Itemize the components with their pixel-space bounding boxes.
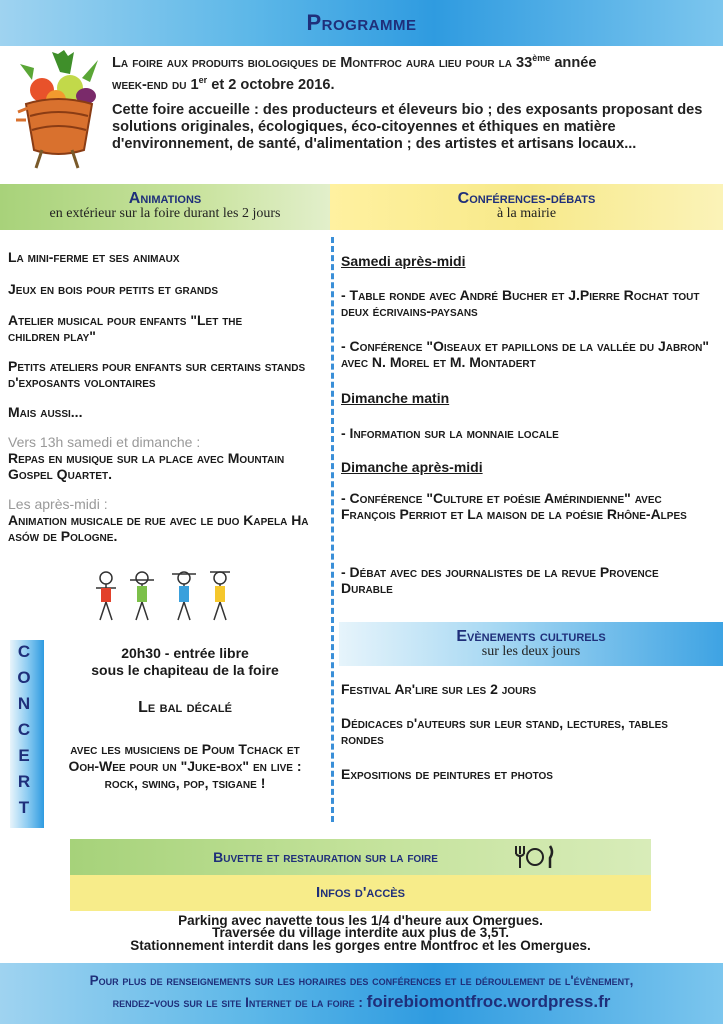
concert-vertical-bar [10,640,44,828]
concert-letter: N [17,694,31,713]
title-bar [0,0,723,46]
animations-header [0,184,330,230]
infos-title: Infos d'accès [316,884,405,901]
animations-subtitle: en extérieur sur la foire durant les 2 jours [49,206,281,221]
concert-place: sous le chapiteau de la foire [91,662,279,678]
animation-item: Animation musicale de rue avec le duo Kapela Ha asów de Pologne. [8,512,309,544]
animation-item: Petits ateliers pour enfants sur certains stands d'exposants volontaires [8,358,306,390]
concert-letter: O [17,668,31,687]
events-title: Evènements culturels [456,628,606,645]
column-divider [331,237,334,822]
animations-title: Animations [128,190,202,207]
footer-line2: rendez-vous sur le site Internet de la foire : [112,995,367,1010]
animation-item: Jeux en bois pour petits et grands [8,281,219,297]
events-header [339,622,723,666]
conference-item: - Débat avec des journalistes de la revue Provence Durable [341,564,659,596]
concert-description: avec les musiciens de Poum Tchack et Ooh-Wee pour un "Juke-box" en live : rock, swing, pop, tsigane ! [68,741,302,791]
conference-day: Dimanche après-midi [341,459,483,475]
animation-item: Repas en musique sur la place avec Mountain Gospel Quartet. [8,450,285,482]
concert-time: 20h30 - entrée libre [121,645,249,661]
parking-line: Parking avec navette tous les 1/4 d'heure aux Omergues. [178,913,543,928]
event-item: Festival Ar'lire sur les 2 jours [341,681,537,697]
event-item: Expositions de peintures et photos [341,766,553,782]
children-illustration [92,568,238,626]
concert-name: Le bal décalé [138,699,232,716]
conferences-title: Conférences-débats [457,190,596,207]
buvette-text: Buvette et restauration sur la foire [213,849,438,865]
conference-item: - Conférence "Culture et poésie Amérindienne" avec François Perriot et La maison de la poésie Rhône-Alpes [341,490,687,522]
conference-item: - Conférence "Oiseaux et papillons de la vallée du Jabron" avec N. Morel et M. Montadert [341,338,710,370]
website-link[interactable]: foirebiomontfroc.wordpress.fr [366,992,611,1011]
infos-bar [70,875,651,911]
events-subtitle: sur les deux jours [481,644,581,659]
page-title: Programme [306,10,417,35]
animation-time: Les après-midi : [8,496,108,512]
animation-time: Vers 13h samedi et dimanche : [8,434,201,450]
animation-item: Mais aussi... [8,404,83,420]
vegetable-basket-illustration [12,50,104,172]
concert-letter: C [17,642,31,661]
conference-item: - Information sur la monnaie locale [341,425,559,441]
cutlery-icon [510,844,558,870]
footer-line1: Pour plus de renseignements sur les horaires des conférences et le déroulement de l'évènement, [89,973,634,988]
concert-letter: C [17,720,31,739]
concert-letter: E [18,746,30,765]
parking-line: Stationnement interdit dans les gorges entre Montfroc et les Omergues. [130,938,591,953]
concert-letter: T [18,798,30,817]
footer-bar [0,963,723,1024]
conference-day: Dimanche matin [341,390,450,406]
parking-line: Traversée du village interdite aux plus de 3,5T. [211,925,510,940]
intro-dates: La foire aux produits biologiques de Montfroc aura lieu pour la 33ème année week-end du 1er et 2 octobre 2016. [112,53,597,93]
conferences-header [330,184,723,230]
intro-paragraph: Cette foire accueille : des producteurs et éleveurs bio ; des exposants proposant des solutions originales, écologiques, éco-citoyennes et éthiques en matière d'environnement, de santé, d'alimentation ; des artistes et artisans locaux... [112,102,703,152]
concert-letter: R [17,772,31,791]
event-item: Dédicaces d'auteurs sur leur stand, lectures, tables rondes [341,715,668,747]
animation-item: Atelier musical pour enfants "Let the children play" [8,312,243,344]
animation-item: La mini-ferme et ses animaux [8,249,180,265]
conference-item: - Table ronde avec André Bucher et J.Pierre Rochat tout deux écrivains-paysans [341,287,700,319]
buvette-bar [70,839,651,875]
conference-day: Samedi après-midi [341,253,466,269]
conferences-subtitle: à la mairie [496,206,557,221]
